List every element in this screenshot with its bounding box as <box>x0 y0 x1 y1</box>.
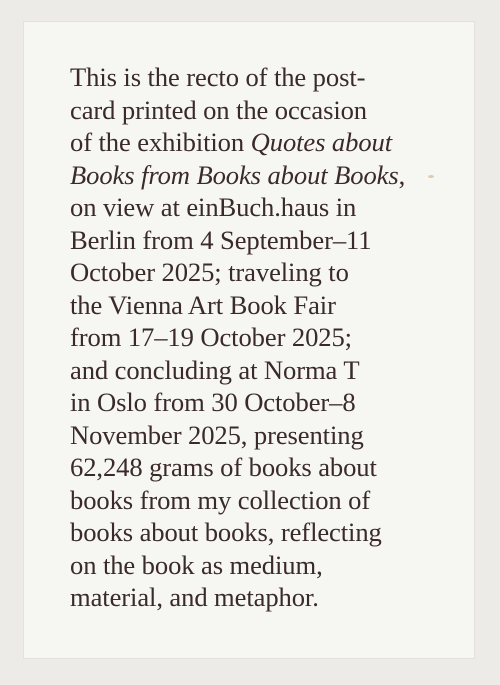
text-segment: in Oslo from 30 October–8 <box>70 387 356 417</box>
text-segment: Berlin from 4 September–11 <box>70 224 372 255</box>
text-segment: the Vienna Art Book Fair <box>70 289 336 320</box>
text-segment: books about books, reflecting <box>70 517 382 547</box>
text-line <box>70 94 450 127</box>
text-line <box>70 321 450 354</box>
text-line <box>70 581 450 614</box>
text-line <box>70 516 450 549</box>
text-segment: on the book as medium, <box>70 549 323 580</box>
text-segment: , <box>398 159 406 190</box>
text-segment: from 17–19 October 2025; <box>70 322 352 352</box>
text-line <box>70 419 450 452</box>
text-line <box>70 289 450 322</box>
text-line <box>70 354 450 387</box>
text-line <box>70 126 450 159</box>
italic-title-segment: Books from Books about Books <box>70 159 399 190</box>
text-segment: on view at einBuch.haus in <box>70 192 357 222</box>
text-segment: material, and metaphor. <box>70 582 319 612</box>
text-line <box>70 256 450 289</box>
text-line <box>70 159 450 192</box>
text-line <box>70 386 450 419</box>
text-line <box>70 549 450 582</box>
text-line <box>70 61 450 94</box>
text-segment: October 2025; traveling to <box>70 257 349 287</box>
text-line <box>70 451 450 484</box>
paper-speck <box>428 175 434 178</box>
text-line <box>70 484 450 517</box>
text-segment: This is the recto of the post- <box>70 62 366 92</box>
postcard <box>24 22 474 658</box>
text-line <box>70 224 450 257</box>
text-segment: 62,248 grams of books about <box>70 452 377 482</box>
text-segment: books from my collection of <box>70 484 371 515</box>
text-segment: of the exhibition <box>70 127 251 157</box>
italic-title-segment: Quotes about <box>250 127 393 157</box>
text-line <box>70 191 450 224</box>
text-segment: November 2025, presenting <box>70 419 364 450</box>
text-segment: card printed on the occasion <box>70 94 368 125</box>
text-segment: and concluding at Norma T <box>70 354 360 385</box>
postcard-text <box>70 61 450 614</box>
